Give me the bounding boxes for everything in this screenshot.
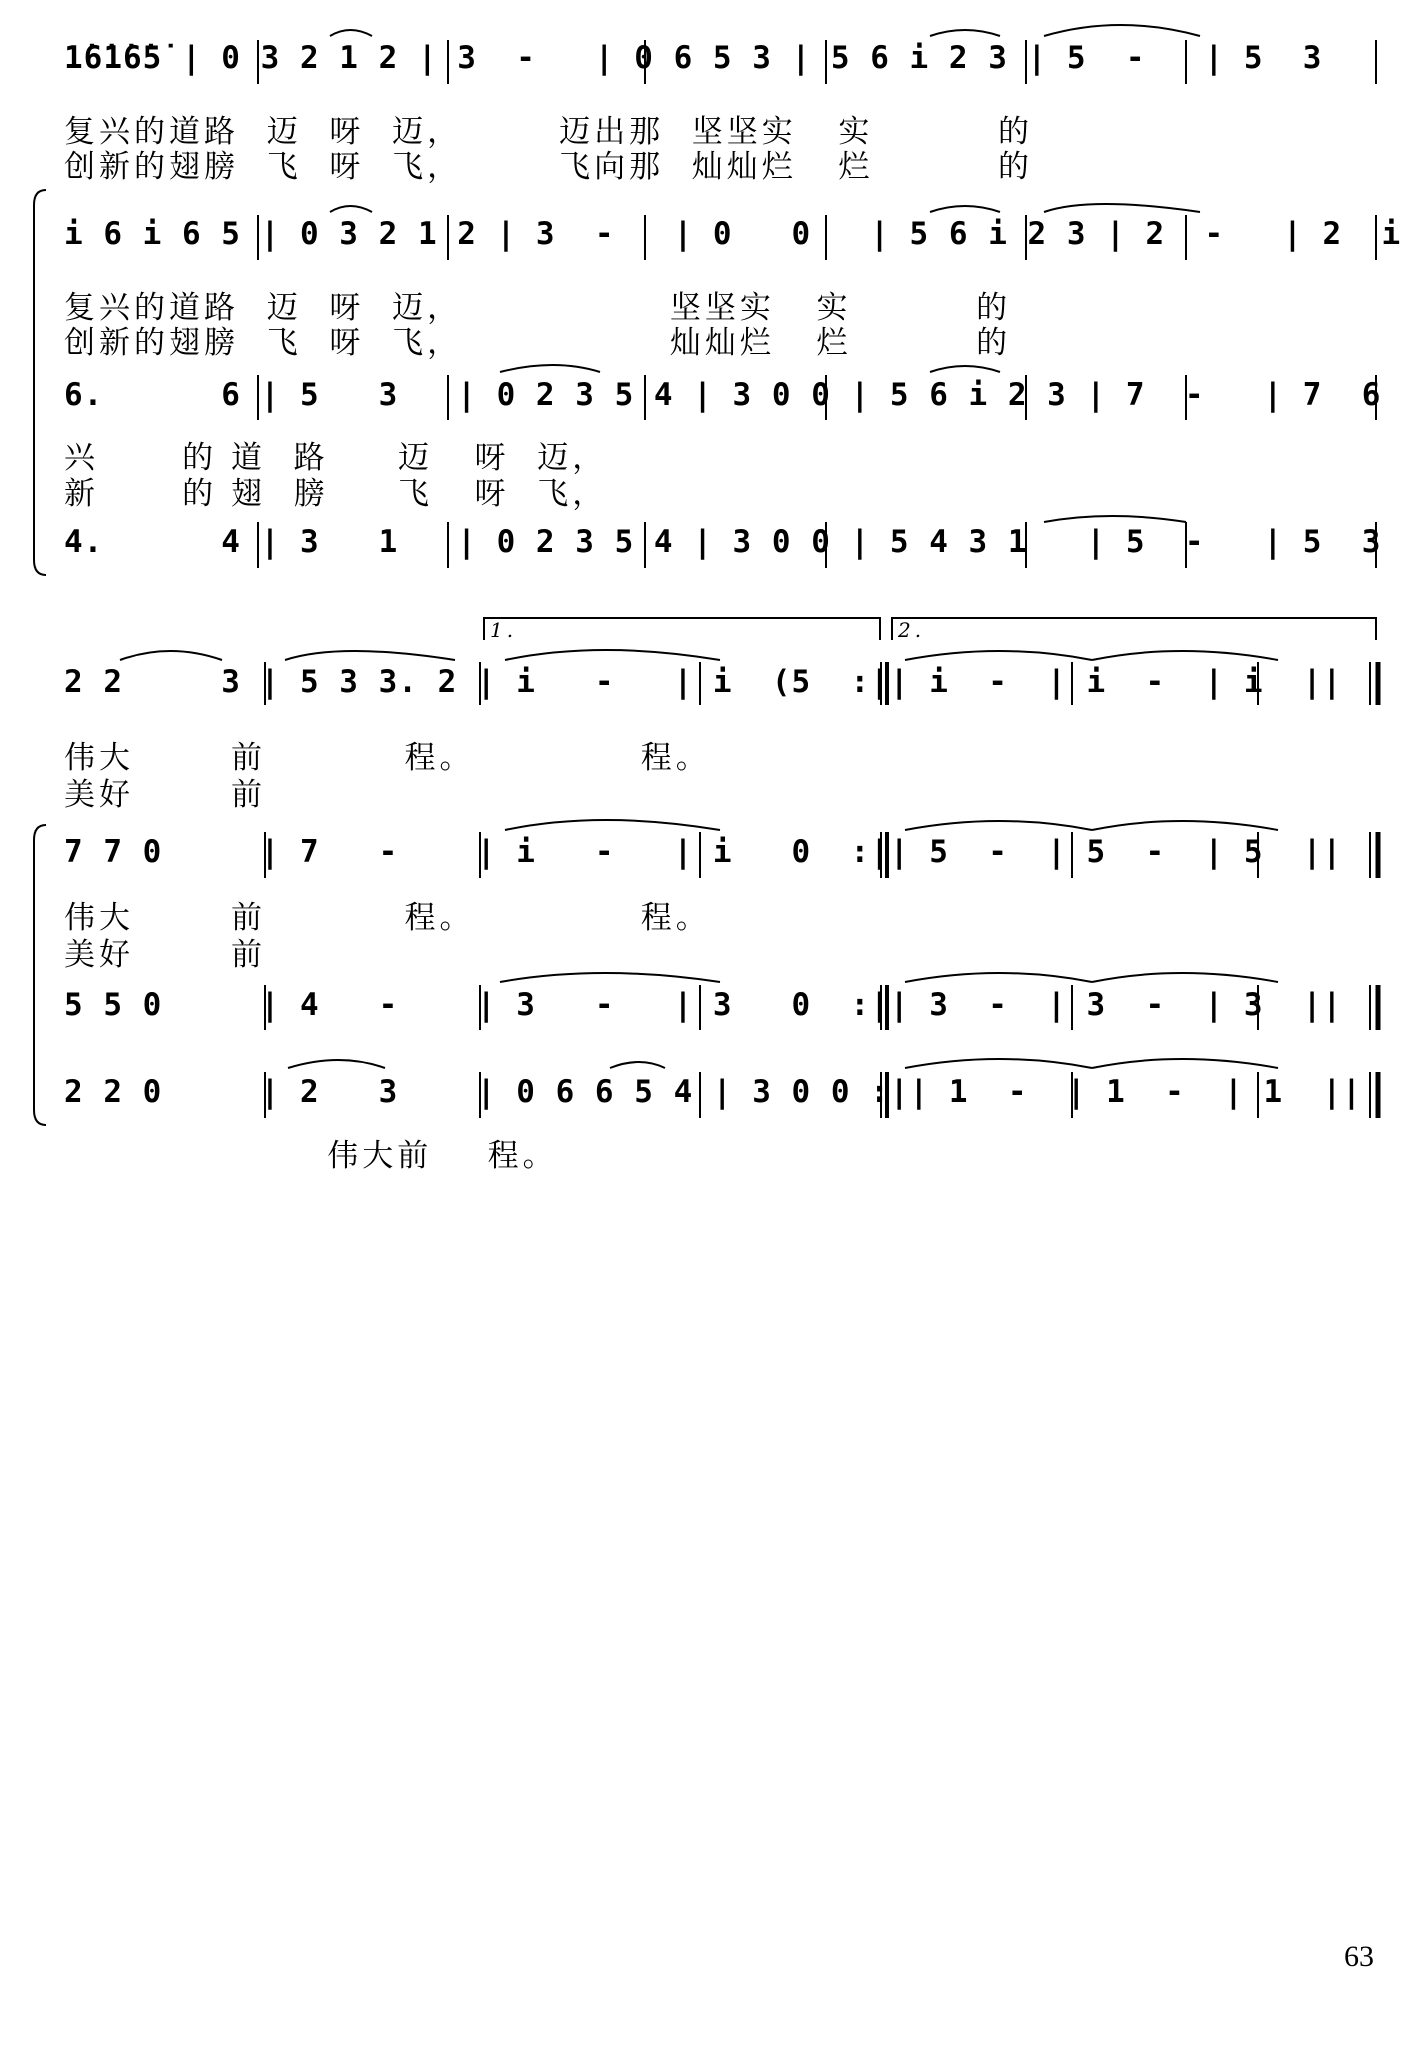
system1-bass-notes: 4. 4 | 3 1 | 0 2 3 5 4 | 3 0 0 | 5 4 3 1 | 5 - | 5 3	[64, 524, 1382, 560]
system1-alto-lyric-1: 复兴的道路 迈 呀 迈， 坚坚实 实 的	[64, 290, 1012, 326]
system1-tenor-lyric-2: 新 的 翅 膀 飞 呀 飞，	[64, 476, 608, 512]
system1-tenor-lyric-1: 兴 的 道 路 迈 呀 迈，	[64, 440, 608, 476]
volta-2-label: 2.	[898, 618, 926, 642]
system2-alto-lyric-1: 伟大 前 程。 程。	[64, 900, 711, 936]
system1-bracket	[34, 190, 46, 575]
page-number: 63	[1344, 1940, 1374, 1973]
system2-bass-notes: 2 2 0 | 2 3 | 0 6 6 5 4 | 3 0 0 :|| 1 - | 1 - | 1 ||	[64, 1074, 1362, 1110]
system1-soprano-lyric-1: 复兴的道路 迈 呀 迈， 迈出那 坚坚实 实 的	[64, 114, 1034, 150]
system1-alto-lyric-2: 创新的翅膀 飞 呀 飞， 灿灿烂 烂 的	[64, 325, 1012, 361]
system1-soprano-notes: 1̇6̇1̇6̇5̇ | 0 3 2 1 2 | 3 - | 0 6 5 3 | 5 6 i 2 3 | 5 - | 5 3	[64, 40, 1323, 76]
system1-alto-notes: i 6 i 6 5 | 0 3 2 1 2 | 3 - | 0 0 | 5 6 i 2 3 | 2 - | 2 i	[64, 216, 1402, 252]
system2-soprano-notes: 2 2 3 | 5 3 3. 2 | i - | i (5 :|| i - | i - | i ||	[64, 664, 1343, 700]
system2-alto-lyric-2: 美好 前	[64, 937, 266, 973]
system2-bass-lyric-1: 伟大前 程。	[64, 1138, 558, 1174]
volta-1-label: 1.	[490, 618, 518, 642]
system2-soprano-lyric-1: 伟大 前 程。 程。	[64, 740, 711, 776]
system2-tenor-notes: 5 5 0 | 4 - | 3 - | 3 0 :|| 3 - | 3 - | 3 ||	[64, 987, 1343, 1023]
system2-alto-notes: 7 7 0 | 7 - | i - | i 0 :|| 5 - | 5 - | 5 ||	[64, 834, 1343, 870]
system1-tenor-notes: 6. 6 | 5 3 | 0 2 3 5 4 | 3 0 0 | 5 6 i 2 3 | 7 - | 7 6	[64, 377, 1382, 413]
system2-soprano-lyric-2: 美好 前	[64, 777, 266, 813]
system2-bracket	[34, 825, 46, 1125]
system1-soprano-lyric-2: 创新的翅膀 飞 呀 飞， 飞向那 灿灿烂 烂 的	[64, 149, 1034, 185]
